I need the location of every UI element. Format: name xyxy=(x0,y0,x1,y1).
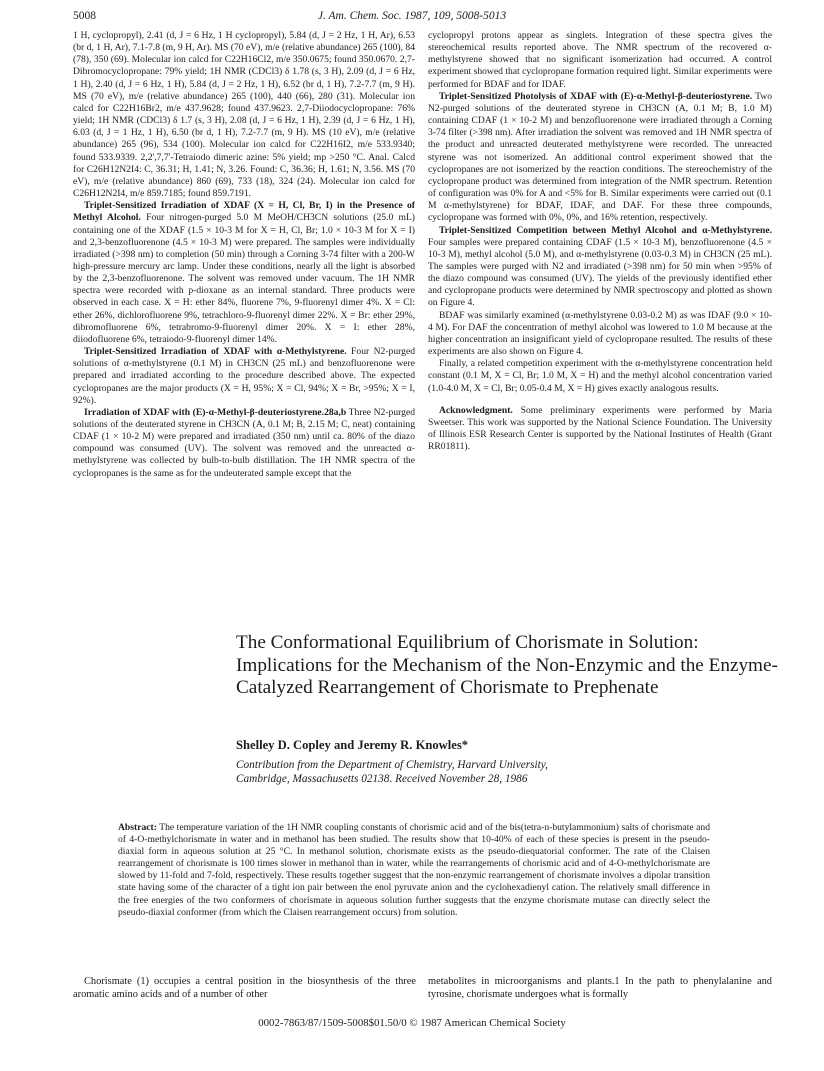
section-heading: Triplet-Sensitized Photolysis of XDAF with (E)-α-Methyl-β-deuteriostyrene. xyxy=(439,90,753,102)
paragraph xyxy=(73,407,415,480)
left-column xyxy=(73,30,415,480)
authors: Shelley D. Copley and Jeremy R. Knowles* xyxy=(236,738,469,752)
paragraph-text: Two N2-purged solutions of the deuterated styrene in CH3CN (A, 0.1 M; B, 1.0 M) containing CDAF (1 × 10-2 M) and benzofluorenone were irradiated through a Corning 3-74 filter (>398 nm). After irradiation the solvent was removed and 1H NMR spectra of the product and unreacted deuterated methylstyrene were recorded. The unreacted styrene was not isomerized. An additional control experiment showed that the cyclopropanes are not isomerized by the reaction conditions. The stereochemistry of the cyclopropane product was determined from integration of the NMR spectrum. Retention of configuration was 0% for A and <5% for B. Similar experiments were carried out (0.1 M α-methylstyrene) for BDAF, IDAF, and DAF. For these three compounds, cyclopropane was formed with 0%, 0%, and 16% retention, respectively. xyxy=(428,90,772,224)
abstract-text: The temperature variation of the 1H NMR coupling constants of chorismic acid and of the bis(tetra-n-butylammonium) salts of chorismate and of 4-O-methylchorismate in water and in methanol has been studied. The results show that 10-40% of each of these species is present in the pseudo-diaxial form in aqueous solution at 25 °C. In methanol solution, chorismate exists as the pseudo-diequatorial conformer. The rate of the Claisen rearrangement of chorismate is 100 times slower in methanol than in water, while the rearrangements of chorismic acid and of 4-O-methylchorismate are slowed by 11-fold and 7-fold, respectively. These results together suggest that the non-enzymic rearrangement of chorismate involves a dipolar transition state having some of the character of a tight ion pair between the enol pyruvate anion and the cyclohexadienyl cation. The relatively small difference in the free energies of the two conformers of chorismate in aqueous solution further suggests that the enzyme chorismate mutase can directly select the pseudo-diaxial conformer (from which the Claisen rearrangement occurs) from solution. xyxy=(118,822,710,918)
article-title: The Conformational Equilibrium of Chorismate in Solution: Implications for the Mechanism of the Non-Enzymic and the Enzyme-Catalyzed Rearrangement of Chorismate to Prephenate xyxy=(236,632,778,699)
paragraph-text: Four nitrogen-purged 5.0 M MeOH/CH3CN solutions (25.0 mL) containing one of the XDAF (1.5 × 10-3 M for X = H, Cl, Br; 1.0 × 10-3 M for X = I) and 2,3-benzofluorenone (4.5 × 10-3 M) were prepared. The samples were individually irradiated (>398 nm) to completion (50 min) through a Corning 3-74 filter with a 200-W high-pressure mercury arc lamp. Under these conditions, nearly all the light is absorbed by the 2,3-benzofluorenone. The solvent was removed under vacuum. The 1H NMR spectra were recorded with p-dioxane as an internal standard. Three products were observed in each case. X = H: ether 84%, fluorene 7%, 9-fluorenyl dimer 4%. X = Cl: ether 26%, dichlorofluorene 9%, tetrachloro-9-fluorenyl dimer 22%. X = Br: ether 29%, dibromofluorene 6%, tetrabromo-9-fluorenyl dimer 20%. X = I: ether 28%, diiodofluorene 6%, tetraiodo-9-fluorenyl dimer 14%. xyxy=(73,212,415,345)
acknowledgment-text: Some preliminary experiments were performed by Maria Sweetser. This work was supported by the National Science Foundation. The University of Illinois ESR Research Center is supported by the National Institutes of Health (Grant RR01811). xyxy=(428,404,772,453)
paragraph: cyclopropyl protons appear as singlets. Integration of these spectra gives the stereochemical results reported above. The NMR spectrum of the recovered α-methylstyrene showed that no significant isomerization had occurred. A control experiment showed that cyclopropane formation required light. Similar experiments were performed for BDAF and for IDAF. xyxy=(428,30,772,90)
section-heading: Irradiation of XDAF with (E)-α-Methyl-β-deuteriostyrene.28a,b xyxy=(84,406,347,418)
paragraph-text: Four N2-purged solutions of α-methylstyrene (0.1 M) in CH3CN (25 mL) and benzofluorenone were prepared and irradiated according to the procedure described above. The expected cyclopropanes are the major products (X = H, 95%; X = Cl, 94%; X = Br, >95%; X = I, 92%). xyxy=(73,346,415,406)
paragraph: BDAF was similarly examined (α-methylstyrene 0.03-0.2 M) as was IDAF (9.0 × 10-4 M). For DAF the concentration of methyl alcohol was lowered to 1.0 M because at the higher concentration an insignificant yield of cyclopropane resulted. The results of these experiments are also shown on Figure 4. xyxy=(428,309,772,358)
body-right-column xyxy=(428,976,772,1002)
paragraph xyxy=(73,346,415,407)
right-column xyxy=(428,30,772,453)
section-heading: Triplet-Sensitized Irradiation of XDAF with α-Methylstyrene. xyxy=(84,346,347,358)
abstract xyxy=(118,822,710,919)
section-heading: Triplet-Sensitized Irradiation of XDAF (X = H, Cl, Br, I) in the Presence of Methyl Alcohol. xyxy=(73,200,415,224)
paragraph: 1 H, cyclopropyl), 2.41 (d, J = 6 Hz, 1 H cyclopropyl), 5.84 (d, J = 2 Hz, 1 H, Ar), 6.53 (br d, 1 H, Ar), 7.1-7.8 (m, 9 H, Ar). MS (70 eV), m/e (relative abundance) 265 (100), 84 (78), 350 (69). Molecular ion calcd for C22H16Cl2, m/e 350.0675; found 350.0670. 2,7-Dibromocyclopropane: 79% yield; 1H NMR (CDCl3) δ 1.78 (s, 3 H), 2.09 (d, J = 6 Hz, 1 H), 2.40 (d, J = 6 Hz, 1 H), 5.84 (d, J = 2 Hz, 1 H), 6.52 (br d, 1 H), 7.2-7.7 (m, 9 H). MS (70 eV), m/e (relative abundance) 265 (100), 440 (66), 280 (31). Molecular ion calcd for C22H16Br2, m/e 437.9628; found 437.9623. 2,7-Diiodocyclopropane: 76% yield; 1H NMR (CDCl3) δ 1.7 (s, 3 H), 2.08 (d, J = 6 Hz, 1 H), 2.39 (d, J = 6 Hz, 1 H), 6.03 (d, J = 1 Hz, 1 H), 6.50 (br d, 1 H), 7.2-7.7 (m, 9 H). MS (10 eV), m/e (relative abundance) 265 (96), 534 (100). Molecular ion calcd for C22H16I2, m/e 533.9340; found 533.9339. 2,2',7,7'-Tetraiodo dimeric azine: 5% yield; mp >250 °C. Anal. Calcd for C26H12N2I4: C, 36.31; H, 1.41; N, 3.26. Found: C, 36.36; H, 1.61; N, 3.56. MS (70 eV), m/e (relative abundance) 860 (69), 733 (18), 324 (24). Molecular ion calcd for C26H12N2I4, m/e 859.7185; found 859.7191. xyxy=(73,30,415,200)
paragraph xyxy=(73,200,415,346)
body-left-column xyxy=(73,976,416,1002)
abstract-label: Abstract: xyxy=(118,822,157,833)
page-number: 5008 xyxy=(73,10,96,22)
paragraph-text: Three N2-purged solutions of the deuterated styrene in CH3CN (A, 0.1 M; B, 2.15 M; C, neat) containing CDAF (1 × 10-2 M) were prepared and irradiated (350 nm) until ca. 80% of the diazo compound was consumed (UV). The solvent was removed and the unreacted α-methylstyrene was collected by bulb-to-bulb distillation. The 1H NMR spectra of the cyclopropanes is the same as for the undeuterated sample except that the xyxy=(73,406,415,479)
contribution-line: Contribution from the Department of Chemistry, Harvard University, xyxy=(236,759,549,771)
paragraph: Finally, a related competition experiment with the α-methylstyrene concentration held constant (0.1 M, X = Cl, Br; 1.0 M, X = H) and the methyl alcohol concentration varied (1.0-4.0 M, X = Cl, Br; 0.05-0.4 M, X = H) gives exactly analogous results. xyxy=(428,358,772,394)
paragraph-text: Four samples were prepared containing CDAF (1.5 × 10-3 M), benzofluorenone (4.5 × 10-3 M), methyl alcohol (5.0 M), and α-methylstyrene (0.03-0.3 M) in CH3CN (25 mL). The samples were purged with N2 and irradiated (>398 nm) for 50 min when >95% of the diazo compound was consumed (UV). The yields of the previously identified ether and cyclopropane products were determined by NMR spectroscopy and plotted as shown on Figure 4. xyxy=(428,236,772,309)
paragraph: metabolites in microorganisms and plants.1 In the path to phenylalanine and tyrosine, chorismate undergoes what is formally xyxy=(428,976,772,1000)
section-heading: Triplet-Sensitized Competition between Methyl Alcohol and α-Methylstyrene. xyxy=(439,224,772,236)
acknowledgment xyxy=(428,405,772,454)
running-header: J. Am. Chem. Soc. 1987, 109, 5008-5013 xyxy=(317,10,507,22)
acknowledgment-heading: Acknowledgment. xyxy=(439,404,513,416)
paragraph: Chorismate (1) occupies a central position in the biosynthesis of the three aromatic amino acids and of a number of other xyxy=(73,976,416,1000)
copyright-footer: 0002-7863/87/1509-5008$01.50/0 © 1987 American Chemical Society xyxy=(258,1017,566,1029)
affiliation xyxy=(236,759,776,786)
paragraph xyxy=(428,225,772,310)
address-line: Cambridge, Massachusetts 02138. Received November 28, 1986 xyxy=(236,772,528,785)
paragraph xyxy=(428,91,772,225)
